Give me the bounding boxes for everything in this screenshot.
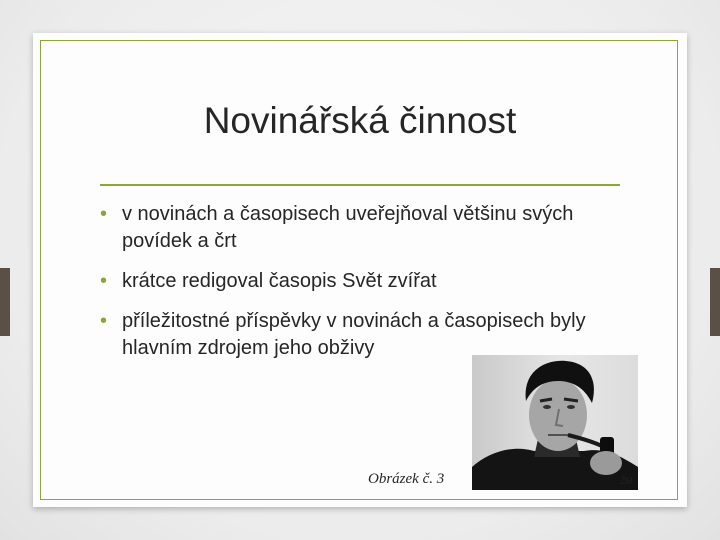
bullet-text: příležitostné příspěvky v novinách a časopisech byly hlavním zdrojem jeho obživy [122,310,586,359]
slide-title: Novinářská činnost [203,100,517,141]
bullet-item [99,201,619,255]
photo-stamp: ŽM [620,476,633,486]
bullet-list [99,201,619,375]
portrait-illustration [472,355,638,490]
portrait-photo [472,355,638,490]
bullet-dot-icon: • [100,310,108,332]
bullet-item [99,268,619,295]
right-decor-tab [710,268,720,336]
bullet-dot-icon: • [100,203,108,225]
bullet-dot-icon: • [100,270,108,292]
left-decor-tab [0,268,10,336]
title-divider [100,184,620,186]
image-caption: Obrázek č. 3 [368,471,445,487]
bullet-text: krátce redigoval časopis Svět zvířat [122,270,437,292]
bullet-text: v novinách a časopisech uveřejňoval většinu svých povídek a črt [122,203,574,252]
bullet-item [99,308,619,362]
